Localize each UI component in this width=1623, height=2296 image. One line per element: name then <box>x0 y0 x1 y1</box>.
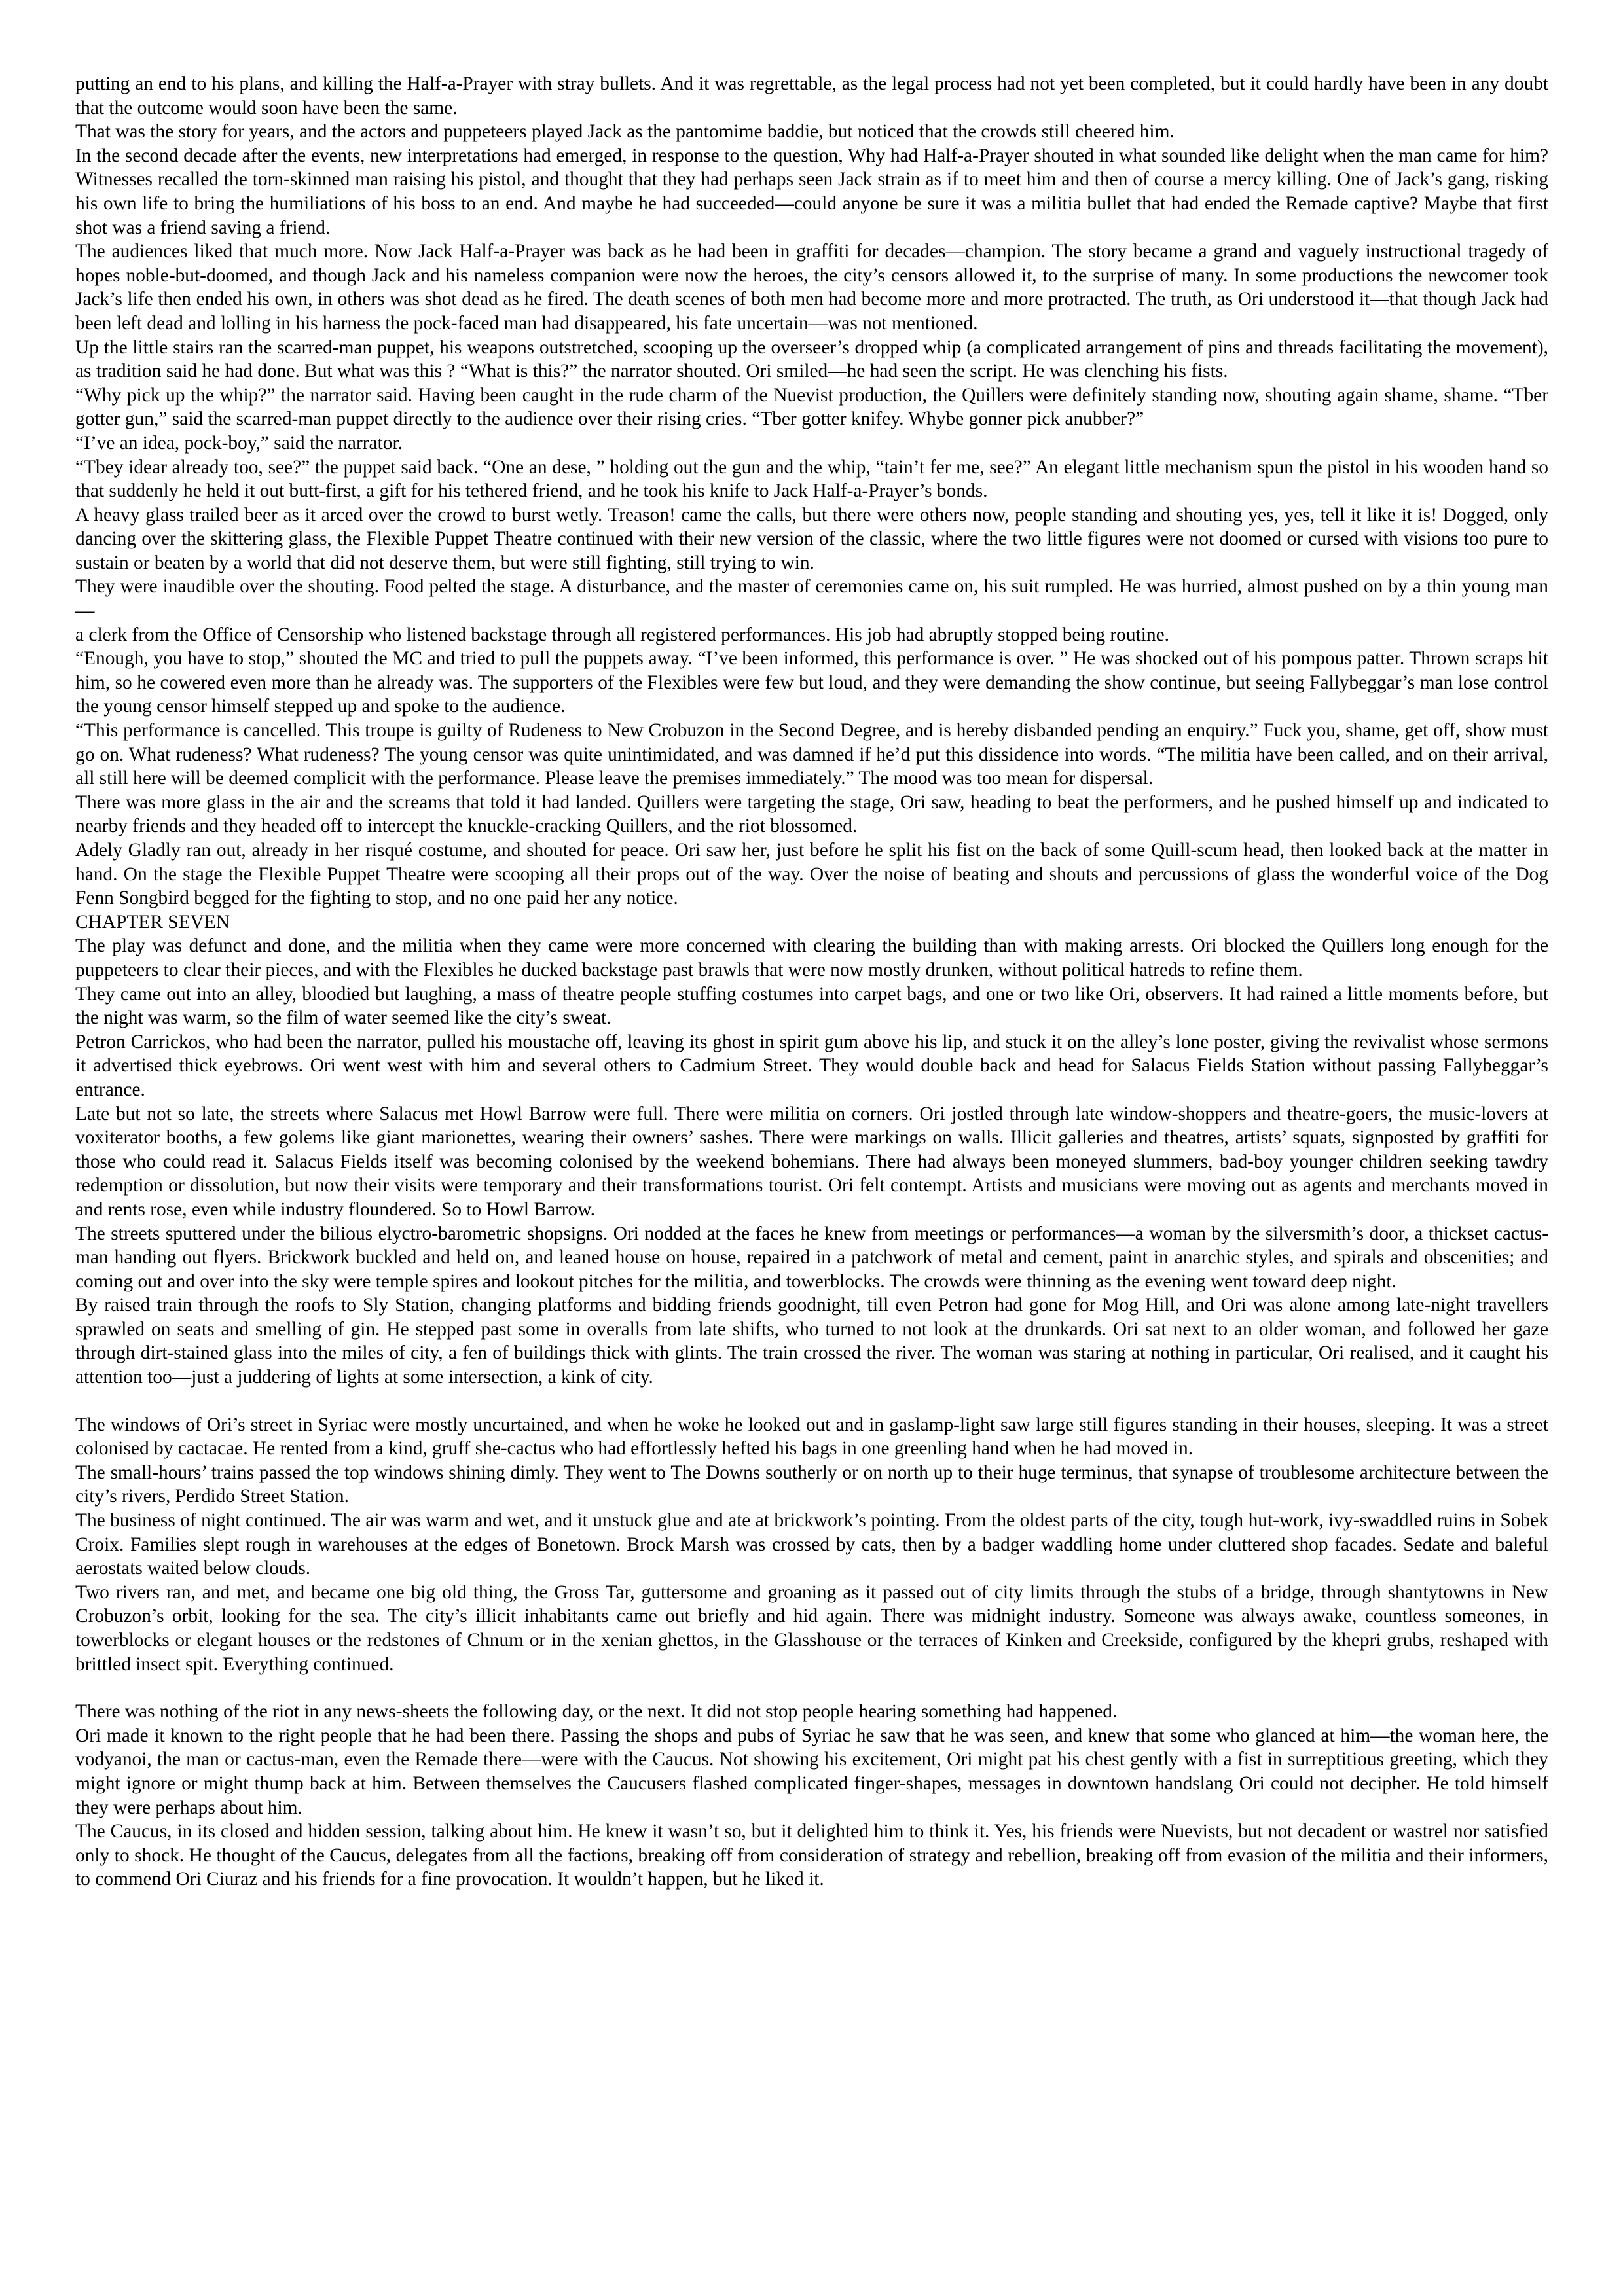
paragraph: Adely Gladly ran out, already in her risqué costume, and shouted for peace. Ori saw her, just before he split his fist on the back of some Quill-scum head, then looked back at the matter in hand. On the stage the Flexible Puppet Theatre were scooping all their props out of the way. Over the noise of beating and shouts and percussions of glass the wonderful voice of the Dog Fenn Songbird begged for the fighting to stop, and no one paid her any notice. <box>75 840 1548 909</box>
paragraph: “Tbey idear already too, see?” the puppet said back. “One an dese, ” holding out the gun and the whip, “tain’t fer me, see?” An elegant little mechanism spun the pistol in his wooden hand so that suddenly he held it out butt-first, a gift for his tethered friend, and he took his knife to Jack Half-a-Prayer’s bonds. <box>75 456 1548 502</box>
paragraph: “Why pick up the whip?” the narrator said. Having been caught in the rude charm of the Nuevist production, the Quillers were definitely standing now, shouting again shame, shame. “Tber gotter gun,” said the scarred-man puppet directly to the audience over their rising cries. “Tber gotter knifey. Whybe gonner pick anubber?” <box>75 384 1548 430</box>
paragraph: The Caucus, in its closed and hidden session, talking about him. He knew it wasn’t so, but it delighted him to think it. Yes, his friends were Nuevists, but not decadent or wastrel nor satisfied only to shock. He thought of the Caucus, delegates from all the factions, breaking off from consideration of strategy and rebellion, breaking off from evasion of the militia and their informers, to commend Ori Ciuraz and his friends for a fine provocation. It wouldn’t happen, but he liked it. <box>75 1821 1548 1890</box>
paragraph: A heavy glass trailed beer as it arced over the crowd to burst wetly. Treason! came the calls, but there were others now, people standing and shouting yes, yes, tell it like it is! Dogged, only dancing over the skittering glass, the Flexible Puppet Theatre continued with their new version of the classic, where the two little figures were not doomed or cursed with visions too pure to sustain or beaten by a world that did not deserve them, but were still fighting, still trying to win. <box>75 504 1548 573</box>
paragraph: “This performance is cancelled. This troupe is guilty of Rudeness to New Crobuzon in the Second Degree, and is hereby disbanded pending an enquiry.” Fuck you, shame, get off, show must go on. What rudeness? What rudeness? The young censor was quite unintimidated, and was damned if he’d put this dissidence into words. “The militia have been called, and on their arrival, all still here will be deemed complicit with the performance. Please leave the premises immediately.” The mood was too mean for dispersal. <box>75 720 1548 789</box>
document-page <box>75 72 1548 1892</box>
paragraph: a clerk from the Office of Censorship who listened backstage through all registered performances. His job had abruptly stopped being routine. <box>75 624 1169 645</box>
paragraph: “I’ve an idea, pock-boy,” said the narrator. <box>75 432 403 454</box>
section-part3 <box>75 1413 1548 1677</box>
paragraph: That was the story for years, and the actors and puppeteers played Jack as the pantomime baddie, but noticed that the crowds still cheered him. <box>75 121 1175 143</box>
paragraph: Late but not so late, the streets where Salacus met Howl Barrow were full. There were militia on corners. Ori jostled through late window-shoppers and theatre-goers, the music-lovers at voxiterator booths, a few golems like giant marionettes, wearing their owners’ sashes. There were markings on walls. Illicit galleries and theatres, artists’ squats, signposted by graffiti for those who could read it. Salacus Fields itself was becoming colonised by the weekend bohemians. There had always been moneyed slummers, bad-boy younger children seeking tawdry redemption or dissolution, but now their visits were temporary and their transformations tourist. Ori felt contempt. Artists and musicians were moving out as agents and merchants moved in and rents rose, even while industry floundered. So to Howl Barrow. <box>75 1103 1548 1220</box>
paragraph: They were inaudible over the shouting. Food pelted the stage. A disturbance, and the master of ceremonies came on, his suit rumpled. He was hurried, almost pushed on by a thin young man— <box>75 576 1548 622</box>
section-part1 <box>75 72 1548 910</box>
paragraph: They came out into an alley, bloodied but laughing, a mass of theatre people stuffing costumes into carpet bags, and one or two like Ori, observers. It had rained a little moments before, but the night was warm, so the film of water seemed like the city’s sweat. <box>75 983 1548 1029</box>
section-part4 <box>75 1700 1548 1892</box>
paragraph: Petron Carrickos, who had been the narrator, pulled his moustache off, leaving its ghost in spirit gum above his lip, and stuck it on the alley’s lone poster, giving the revivalist whose sermons it advertised thick eyebrows. Ori went west with him and several others to Cadmium Street. They would double back and head for Salacus Fields Station without passing Fallybeggar’s entrance. <box>75 1031 1548 1100</box>
paragraph: The audiences liked that much more. Now Jack Half-a-Prayer was back as he had been in graffiti for decades—champion. The story became a grand and vaguely instructional tragedy of hopes noble-but-doomed, and though Jack and his nameless companion were now the heroes, the city’s censors allowed it, to the surprise of many. In some productions the newcomer took Jack’s life then ended his own, in others was shot dead as he fired. The death scenes of both men had become more and more protracted. The truth, as Ori understood it—that though Jack had been left dead and lolling in his harness the pock-faced man had disappeared, his fate uncertain—was not mentioned. <box>75 241 1548 334</box>
paragraph: Up the little stairs ran the scarred-man puppet, his weapons outstretched, scooping up the overseer’s dropped whip (a complicated arrangement of pins and threads facilitating the movement), as tradition said he had done. But what was this ? “What is this?” the narrator shouted. Ori smiled—he had seen the script. He was clenching his fists. <box>75 336 1548 382</box>
paragraph: The business of night continued. The air was warm and wet, and it unstuck glue and ate at brickwork’s pointing. From the oldest parts of the city, tough hut-work, ivy-swaddled ruins in Sobek Croix. Families slept rough in warehouses at the edges of Bonetown. Brock Marsh was crossed by cats, then by a badger waddling home under cluttered shop facades. Sedate and baleful aerostats waited below clouds. <box>75 1510 1548 1579</box>
section-part2 <box>75 934 1548 1389</box>
paragraph: There was more glass in the air and the screams that told it had landed. Quillers were targeting the stage, Ori saw, heading to beat the performers, and he pushed himself up and indicated to nearby friends and they headed off to intercept the knuckle-cracking Quillers, and the riot blossomed. <box>75 791 1548 837</box>
paragraph: Ori made it known to the right people that he had been there. Passing the shops and pubs of Syriac he saw that he was seen, and knew that some who glanced at him—the woman here, the vodyanoi, the man or cactus-man, even the Remade there—were with the Caucus. Not showing his excitement, Ori might pat his chest gently with a fist in surreptitious greeting, which they might ignore or might thump back at him. Between themselves the Caucusers flashed complicated finger-shapes, messages in downtown handslang Ori could not decipher. He told himself they were perhaps about him. <box>75 1725 1548 1818</box>
paragraph: The play was defunct and done, and the militia when they came were more concerned with clearing the building than with making arrests. Ori blocked the Quillers long enough for the puppeteers to clear their pieces, and with the Flexibles he ducked backstage past brawls that were now mostly drunken, without political hatreds to refine them. <box>75 935 1548 980</box>
chapter-heading: CHAPTER SEVEN <box>75 911 230 933</box>
paragraph: The small-hours’ trains passed the top windows shining dimly. They went to The Downs southerly or on north up to their huge terminus, that synapse of troublesome architecture between the city’s rivers, Perdido Street Station. <box>75 1462 1548 1507</box>
paragraph: By raised train through the roofs to Sly Station, changing platforms and bidding friends goodnight, till even Petron had gone for Mog Hill, and Ori was alone among late-night travellers sprawled on seats and smelling of gin. He stepped past some in overalls from late shifts, who turned to not look at the drunkards. Ori sat next to an older woman, and followed her gaze through dirt-stained glass into the miles of city, a fen of buildings thick with glints. The train crossed the river. The woman was staring at nothing in particular, Ori realised, and it caught his attention too—just a juddering of lights at some intersection, a kink of city. <box>75 1295 1548 1388</box>
paragraph: putting an end to his plans, and killing the Half-a-Prayer with stray bullets. And it was regrettable, as the legal process had not yet been completed, but it could hardly have been in any doubt that the outcome would soon have been the same. <box>75 73 1548 118</box>
paragraph: The streets sputtered under the bilious elyctro-barometric shopsigns. Ori nodded at the faces he knew from meetings or performances—a woman by the silversmith’s door, a thickset cactus-man handing out flyers. Brickwork buckled and held on, and leaned house on house, repaired in a patchwork of metal and cement, paint in anarchic styles, and spirals and obscenities; and coming out and over into the sky were temple spires and lookout pitches for the militia, and towerblocks. The crowds were thinning as the evening went toward deep night. <box>75 1223 1548 1292</box>
paragraph: Two rivers ran, and met, and became one big old thing, the Gross Tar, guttersome and groaning as it passed out of city limits through the stubs of a bridge, through shantytowns in New Crobuzon’s orbit, looking for the sea. The city’s illicit inhabitants came out briefly and hid again. There was midnight industry. Someone was always awake, countless someones, in towerblocks or elegant houses or the redstones of Chnum or in the xenian ghettos, in the Glasshouse or the terraces of Kinken and Creekside, configured by the khepri grubs, reshaped with brittled insect spit. Everything continued. <box>75 1581 1548 1675</box>
paragraph: The windows of Ori’s street in Syriac were mostly uncurtained, and when he woke he looked out and in gaslamp-light saw large still figures standing in their houses, sleeping. It was a street colonised by cactacae. He rented from a kind, gruff she-cactus who had effortlessly hefted his bags in one greenling hand when he had moved in. <box>75 1414 1548 1460</box>
paragraph: In the second decade after the events, new interpretations had emerged, in response to the question, Why had Half-a-Prayer shouted in what sounded like delight when the man came for him? Witnesses recalled the torn-skinned man raising his pistol, and thought that they had perhaps seen Jack strain as if to meet him and then of course a mercy killing. One of Jack’s gang, risking his own life to bring the humiliations of his boss to an end. And maybe he had succeeded—could anyone be sure it was a militia bullet that had ended the Remade captive? Maybe that first shot was a friend saving a friend. <box>75 145 1548 238</box>
paragraph: There was nothing of the riot in any news-sheets the following day, or the next. It did not stop people hearing something had happened. <box>75 1701 1118 1723</box>
paragraph: “Enough, you have to stop,” shouted the MC and tried to pull the puppets away. “I’ve been informed, this performance is over. ” He was shocked out of his pompous patter. Thrown scraps hit him, so he cowered even more than he already was. The supporters of the Flexibles were few but loud, and they were demanding the show continue, but seeing Fallybeggar’s man lose control the young censor himself stepped up and spoke to the audience. <box>75 648 1548 717</box>
